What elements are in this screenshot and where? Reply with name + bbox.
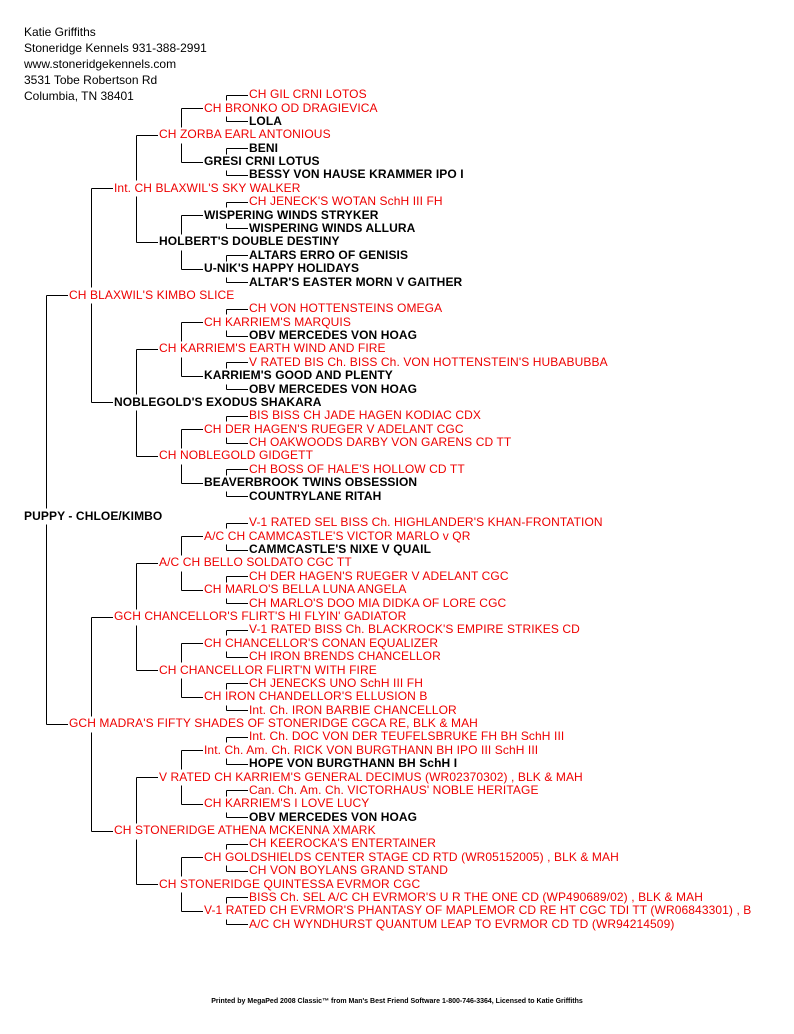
pedigree-entry: CH JENECKS UNO SchH III FH: [249, 675, 423, 690]
pedigree-entry: U-NIK'S HAPPY HOLIDAYS: [204, 261, 360, 276]
pedigree-entry: CH OAKWOODS DARBY VON GARENS CD TT: [249, 435, 512, 450]
pedigree-entry: CH DER HAGEN'S RUEGER V ADELANT CGC: [249, 568, 509, 583]
pedigree-entry: CH STONERIDGE ATHENA MCKENNA XMARK: [114, 823, 376, 838]
pedigree-entry: WISPERING WINDS ALLURA: [249, 220, 416, 235]
pedigree-entry: WISPERING WINDS STRYKER: [204, 207, 379, 222]
pedigree-entry: BENI: [249, 140, 279, 155]
pedigree-entry: NOBLEGOLD'S EXODUS SHAKARA: [114, 394, 322, 409]
pedigree-entry: CH BRONKO OD DRAGIEVICA: [204, 100, 378, 115]
pedigree-entry: BEAVERBROOK TWINS OBSESSION: [204, 475, 418, 490]
pedigree-entry: CH KEEROCKA'S ENTERTAINER: [249, 836, 437, 851]
pedigree-entry: A/C CH BELLO SOLDATO CGC TT: [159, 555, 352, 570]
street-address: 3531 Tobe Robertson Rd: [24, 73, 158, 87]
city-state-zip: Columbia, TN 38401: [24, 89, 134, 103]
pedigree-entry: GCH CHANCELLOR'S FLIRT'S HI FLYIN' GADIATOR: [114, 609, 407, 623]
pedigree-entry: V-1 RATED CH EVRMOR'S PHANTASY OF MAPLEMOR CD RE HT CGC TDI TT (WR06843301) , B: [204, 903, 752, 918]
pedigree-entry: CH MARLO'S DOO MIA DIDKA OF LORE CGC: [249, 595, 507, 610]
pedigree-entry: V-1 RATED BISS Ch. BLACKROCK'S EMPIRE STRIKES CD: [249, 622, 580, 637]
pedigree-entry: V RATED BIS Ch. BISS Ch. VON HOTTENSTEIN'S HUBABUBBA: [249, 354, 608, 369]
pedigree-entry: KARRIEM'S GOOD AND PLENTY: [204, 368, 393, 383]
pedigree-entry: CH NOBLEGOLD GIDGETT: [159, 448, 314, 463]
pedigree-entry: BIS BISS CH JADE HAGEN KODIAC CDX: [249, 408, 482, 423]
print-footer: Printed by MegaPed 2008 Classic™ from Man's Best Friend Software 1-800-746-3364, Licensed to Katie Griffiths: [211, 998, 583, 1005]
kennel-phone: Stoneridge Kennels 931-388-2991: [24, 41, 207, 55]
pedigree-entry: CH KARRIEM'S EARTH WIND AND FIRE: [159, 341, 386, 356]
pedigree-entry: Int. Ch. IRON BARBIE CHANCELLOR: [249, 702, 457, 717]
pedigree-entry: GRESI CRNI LOTUS: [204, 154, 320, 169]
pedigree-entry: CH VON BOYLANS GRAND STAND: [249, 863, 449, 878]
pedigree-entry: CH CHANCELLOR'S CONAN EQUALIZER: [204, 635, 439, 650]
pedigree-entry: V-1 RATED SEL BISS Ch. HIGHLANDER'S KHAN-FRONTATION: [249, 515, 603, 530]
pedigree-entry: CH DER HAGEN'S RUEGER V ADELANT CGC: [204, 421, 464, 436]
pedigree-entry: CH BOSS OF HALE'S HOLLOW CD TT: [249, 461, 465, 476]
pedigree-entry: OBV MERCEDES VON HOAG: [249, 381, 418, 396]
pedigree-entry: ALTAR'S EASTER MORN V GAITHER: [249, 274, 463, 289]
pedigree-entry: ALTARS ERRO OF GENISIS: [249, 247, 409, 262]
pedigree-entry: Int. Ch. Am. Ch. RICK VON BURGTHANN BH IPO III SchH III: [204, 742, 539, 757]
pedigree-entry: CH BLAXWIL'S KIMBO SLICE: [69, 287, 235, 302]
pedigree-entry: CH CHANCELLOR FLIRT'N WITH FIRE: [159, 662, 377, 677]
pedigree-entry: COUNTRYLANE RITAH: [249, 488, 382, 503]
pedigree-entry: CH MARLO'S BELLA LUNA ANGELA: [204, 582, 407, 597]
pedigree-entry: CAMMCASTLE'S NIXE V QUAIL: [249, 542, 432, 557]
pedigree-entry: LOLA: [249, 113, 283, 128]
pedigree-entry: CH VON HOTTENSTEINS OMEGA: [249, 301, 443, 316]
pedigree-entry: CH JENECK'S WOTAN SchH III FH: [249, 194, 443, 209]
pedigree-entry: BESSY VON HAUSE KRAMMER IPO I: [249, 167, 464, 182]
pedigree-entry: Int. Ch. DOC VON DER TEUFELSBRUKE FH BH SchH III: [249, 729, 565, 744]
pedigree-entry: CH GOLDSHIELDS CENTER STAGE CD RTD (WR05152005) , BLK & MAH: [204, 849, 619, 864]
pedigree-entry: A/C CH CAMMCASTLE'S VICTOR MARLO v QR: [204, 528, 471, 543]
pedigree-entry: OBV MERCEDES VON HOAG: [249, 809, 418, 824]
owner-name: Katie Griffiths: [24, 25, 96, 39]
pedigree-entry: V RATED CH KARRIEM'S GENERAL DECIMUS (WR02370302) , BLK & MAH: [159, 769, 583, 784]
pedigree-entry: OBV MERCEDES VON HOAG: [249, 328, 418, 343]
pedigree-entry: CH KARRIEM'S MARQUIS: [204, 314, 351, 329]
pedigree-entry: BISS Ch. SEL A/C CH EVRMOR'S U R THE ONE CD (WP490689/02) , BLK & MAH: [249, 889, 703, 904]
pedigree-entry: A/C CH WYNDHURST QUANTUM LEAP TO EVRMOR CD TD (WR94214509): [249, 916, 675, 931]
pedigree-entry: CH GIL CRNI LOTOS: [249, 87, 367, 102]
subject-dog: PUPPY - CHLOE/KIMBO: [24, 508, 163, 523]
pedigree-entry: CH ZORBA EARL ANTONIOUS: [159, 127, 331, 142]
pedigree-entry: CH IRON BRENDS CHANCELLOR: [249, 649, 441, 664]
pedigree-entry: CH STONERIDGE QUINTESSA EVRMOR CGC: [159, 876, 421, 891]
pedigree-entry: Can. Ch. Am. Ch. VICTORHAUS' NOBLE HERITAGE: [249, 782, 539, 797]
pedigree-entry: Int. CH BLAXWIL'S SKY WALKER: [114, 180, 301, 195]
kennel-website: www.stoneridgekennels.com: [24, 57, 177, 71]
pedigree-entry: GCH MADRA'S FIFTY SHADES OF STONERIDGE CGCA RE, BLK & MAH: [69, 716, 478, 731]
pedigree-entry: CH IRON CHANDELLOR'S ELLUSION B: [204, 689, 428, 704]
pedigree-entry: HOPE VON BURGTHANN BH SchH I: [249, 756, 458, 771]
pedigree-entry: HOLBERT'S DOUBLE DESTINY: [159, 234, 340, 249]
pedigree-entry: CH KARRIEM'S I LOVE LUCY: [204, 796, 370, 811]
